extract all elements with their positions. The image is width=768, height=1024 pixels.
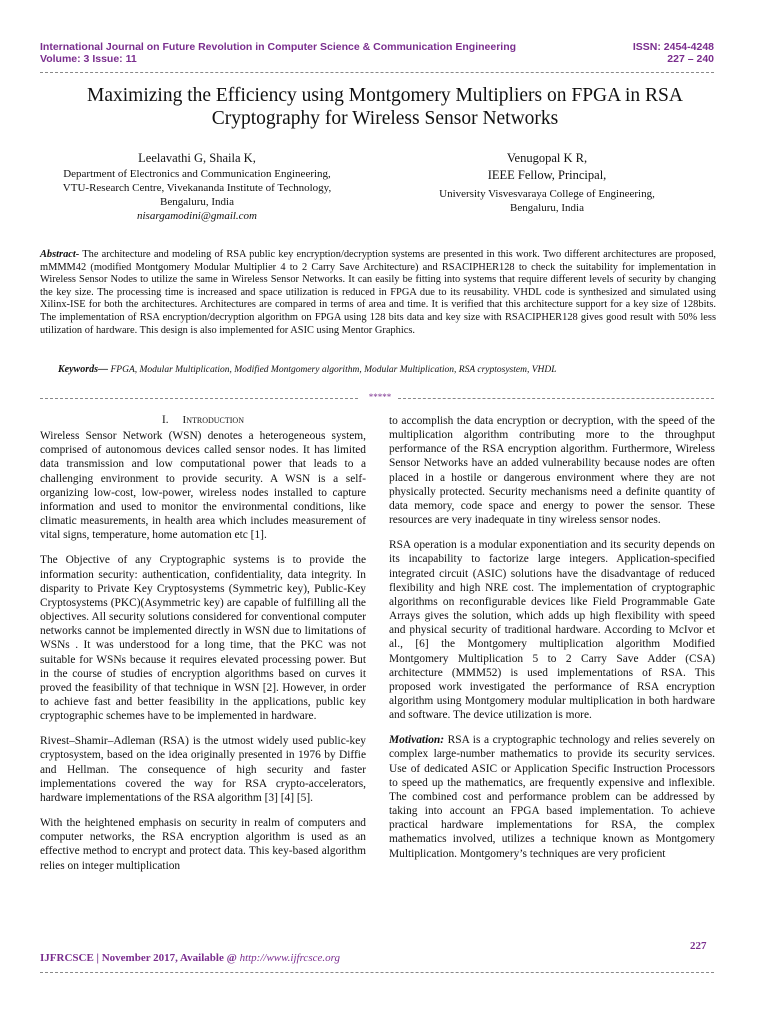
affiliation-line: Bengaluru, India bbox=[510, 202, 584, 214]
author-email: nisargamodini@gmail.com bbox=[136, 210, 258, 222]
right-column bbox=[389, 414, 715, 872]
abstract-label: Abstract- bbox=[40, 249, 80, 260]
author-role: IEEE Fellow, Principal, bbox=[487, 168, 607, 182]
keywords-text: FPGA, Modular Multiplication, Modified Montgomery algorithm, Modular Multiplication, RSA cryptosystem, VHDL bbox=[110, 365, 557, 375]
left-column bbox=[40, 413, 366, 884]
footer-text: IJFRCSCE | November 2017, Available @ bbox=[40, 952, 237, 964]
author-names: Leelavathi G, Shaila K, bbox=[138, 151, 256, 165]
title-line-1: Maximizing the Efficiency using Montgomery Multipliers on FPGA in RSA bbox=[87, 85, 683, 106]
page-number: 227 bbox=[690, 940, 707, 952]
keywords-label: Keywords— bbox=[58, 364, 108, 375]
abstract-text: The architecture and modeling of RSA public key encryption/decryption systems are presented in this work. Two different architectures are proposed, mMMM42 (modified Montgomery Modular Multiplier 4 to 2 Carry Save Architecture) and RSACIPHER128 to check the suitability for implementation in Wireless Sensor Nodes to utilize the same in Wireless Sensor Networks. It can easily be fitting into systems that require different levels of security by changing the key size. The processing time is increased and space utilization is reduced in FPGA due to its reusability. VHDL code is synthesized and simulated using Xilinx-ISE for both the architectures. Architectures are compared in terms of area and time. It is verified that this architecture support for a key size of 128bits. The implementation of RSA encryption/decryption algorithm on FPGA using 128 bits data and key size with RSACIPHER128 gives good result with 50% less utilization of hardware. This design is also implemented for ASIC using Mentor Graphics. bbox=[40, 249, 716, 336]
section-heading bbox=[40, 413, 366, 427]
author-names: Venugopal K R, bbox=[506, 151, 588, 165]
paragraph: With the heightened emphasis on security in realm of computers and computer networks, the RSA encryption algorithm is used as an effective method to encrypt and protect data. This key-based algorithm relies on integer multiplication bbox=[40, 817, 366, 872]
header-rule bbox=[40, 72, 714, 73]
affiliation-line: Department of Electronics and Communication Engineering, bbox=[63, 168, 331, 180]
footer-link[interactable]: http://www.ijfrcsce.org bbox=[239, 952, 340, 964]
paragraph: Rivest–Shamir–Adleman (RSA) is the utmost widely used public-key cryptosystem, based on the idea originally presented in 1976 by Diffie and Hellman. The consequence of high security and faster implementations covered the way for RSA crypto-accelerators, hardware implementations of the RSA algorithm [3] [4] [5]. bbox=[40, 735, 366, 804]
separator-rule-left bbox=[40, 398, 358, 399]
motivation-text: RSA is a cryptographic technology and relies severely on complex large-number mathematics to provide its security services. Use of dedicated ASIC or Application Specific Instruction Processors to speed up the mathematics, are frequently expensive and inflexible. The combined cost and performance problem can be addressed by taking into account an FPGA based implementation. To achieve practical hardware implementations for RSA, the complex mathematics involved, utilizes a technique known as Montgomery Multiplication. Montgomery’s techniques are very proficient bbox=[389, 734, 715, 860]
paragraph: Wireless Sensor Network (WSN) denotes a heterogeneous system, comprised of autonomous devices called sensor nodes. It has limited data transmission and low computational power that leads to a challenging environment to provide security. A WSN is a self-organizing low-cost, low-power, wireless nodes installed to capture information and used to monitor the environmental conditions, like climatic measurements, in health area which includes measurement of vital signs, temperature, home automation etc [1]. bbox=[40, 430, 366, 542]
volume-issue: Volume: 3 Issue: 11 bbox=[40, 53, 137, 65]
author-block-right bbox=[395, 150, 699, 215]
issn: ISSN: 2454-4248 bbox=[632, 41, 714, 53]
running-header bbox=[40, 41, 714, 65]
journal-name: International Journal on Future Revolution in Computer Science & Communication Engineering bbox=[40, 41, 517, 53]
affiliation-line: University Visvesvaraya College of Engineering, bbox=[439, 188, 655, 200]
abstract bbox=[40, 249, 716, 337]
page-range: 227 – 240 bbox=[667, 53, 714, 65]
section-title: Introduction bbox=[182, 414, 244, 426]
paper-title bbox=[40, 84, 730, 130]
motivation-paragraph bbox=[389, 733, 715, 860]
title-line-2: Cryptography for Wireless Sensor Networks bbox=[211, 108, 559, 129]
keywords bbox=[58, 364, 718, 376]
motivation-label: Motivation: bbox=[389, 734, 445, 747]
section-number: I. bbox=[162, 414, 169, 426]
separator-stars: ***** bbox=[368, 392, 392, 402]
affiliation-line: Bengaluru, India bbox=[160, 196, 234, 208]
footer-rule bbox=[40, 972, 714, 973]
paragraph: to accomplish the data encryption or decryption, with the speed of the multiplication algorithm contributing more to the throughput performance of the RSA encryption algorithm. Furthermore, Wireless Sensor Networks have an added vulnerability because nodes are often placed in a hostile or dangerous environment where they are not physically protected. Security mechanisms need a definite quantity of data memory, code space and energy to power the sensor. These resources are very inadequate in tiny wireless sensor nodes. bbox=[389, 415, 715, 527]
footer bbox=[40, 952, 340, 964]
separator-rule-right bbox=[398, 398, 714, 399]
paragraph: RSA operation is a modular exponentiation and its security depends on its incapability to factorize large integers. Application-specified integrated circuit (ASIC) solutions have the disadvantage of reduced flexibility and high NRE cost. The implementation of cryptographic algorithms on reconfigurable devices like Field Programmable Gate Arrays gives the solution, which adds up high flexibility with speed and physical security of traditional hardware. According to McIvor et al., [6] the Montgomery multiplication algorithm Modified Montgomery Multiplication 5 to 2 Carry Save Adder (CSA) architecture (MMM52) is used implementations of RSA. This proposed work investigated the performance of RSA encryption algorithm using Montgomery modular multiplication in both hardware and software. The device utilization is more. bbox=[389, 539, 715, 722]
author-block-left bbox=[40, 150, 354, 223]
paragraph: The Objective of any Cryptographic systems is to provide the information security: authentication, confidentiality, data integrity. In disparity to Private Key Cryptosystems (Symmetric key), Public-Key Cryptosystems (PKC)(Asymmetric key) are capable of fulfilling all the objectives. All security solutions considered for conventional computer networks cannot be implemented directly in WSN due to limitations of WSNs . It was understood for a long time, that the PKC was not suitable for WSNs because it requires elevated processing power. But in the course of studies of encryption algorithms based on curves it proved the feasibility of that technique in WSN [2]. However, in order to achieve fast and better feasibility in the applications, public key cryptographic schemes have to be implemented in hardware. bbox=[40, 554, 366, 723]
affiliation-line: VTU-Research Centre, Vivekananda Institute of Technology, bbox=[62, 182, 332, 194]
